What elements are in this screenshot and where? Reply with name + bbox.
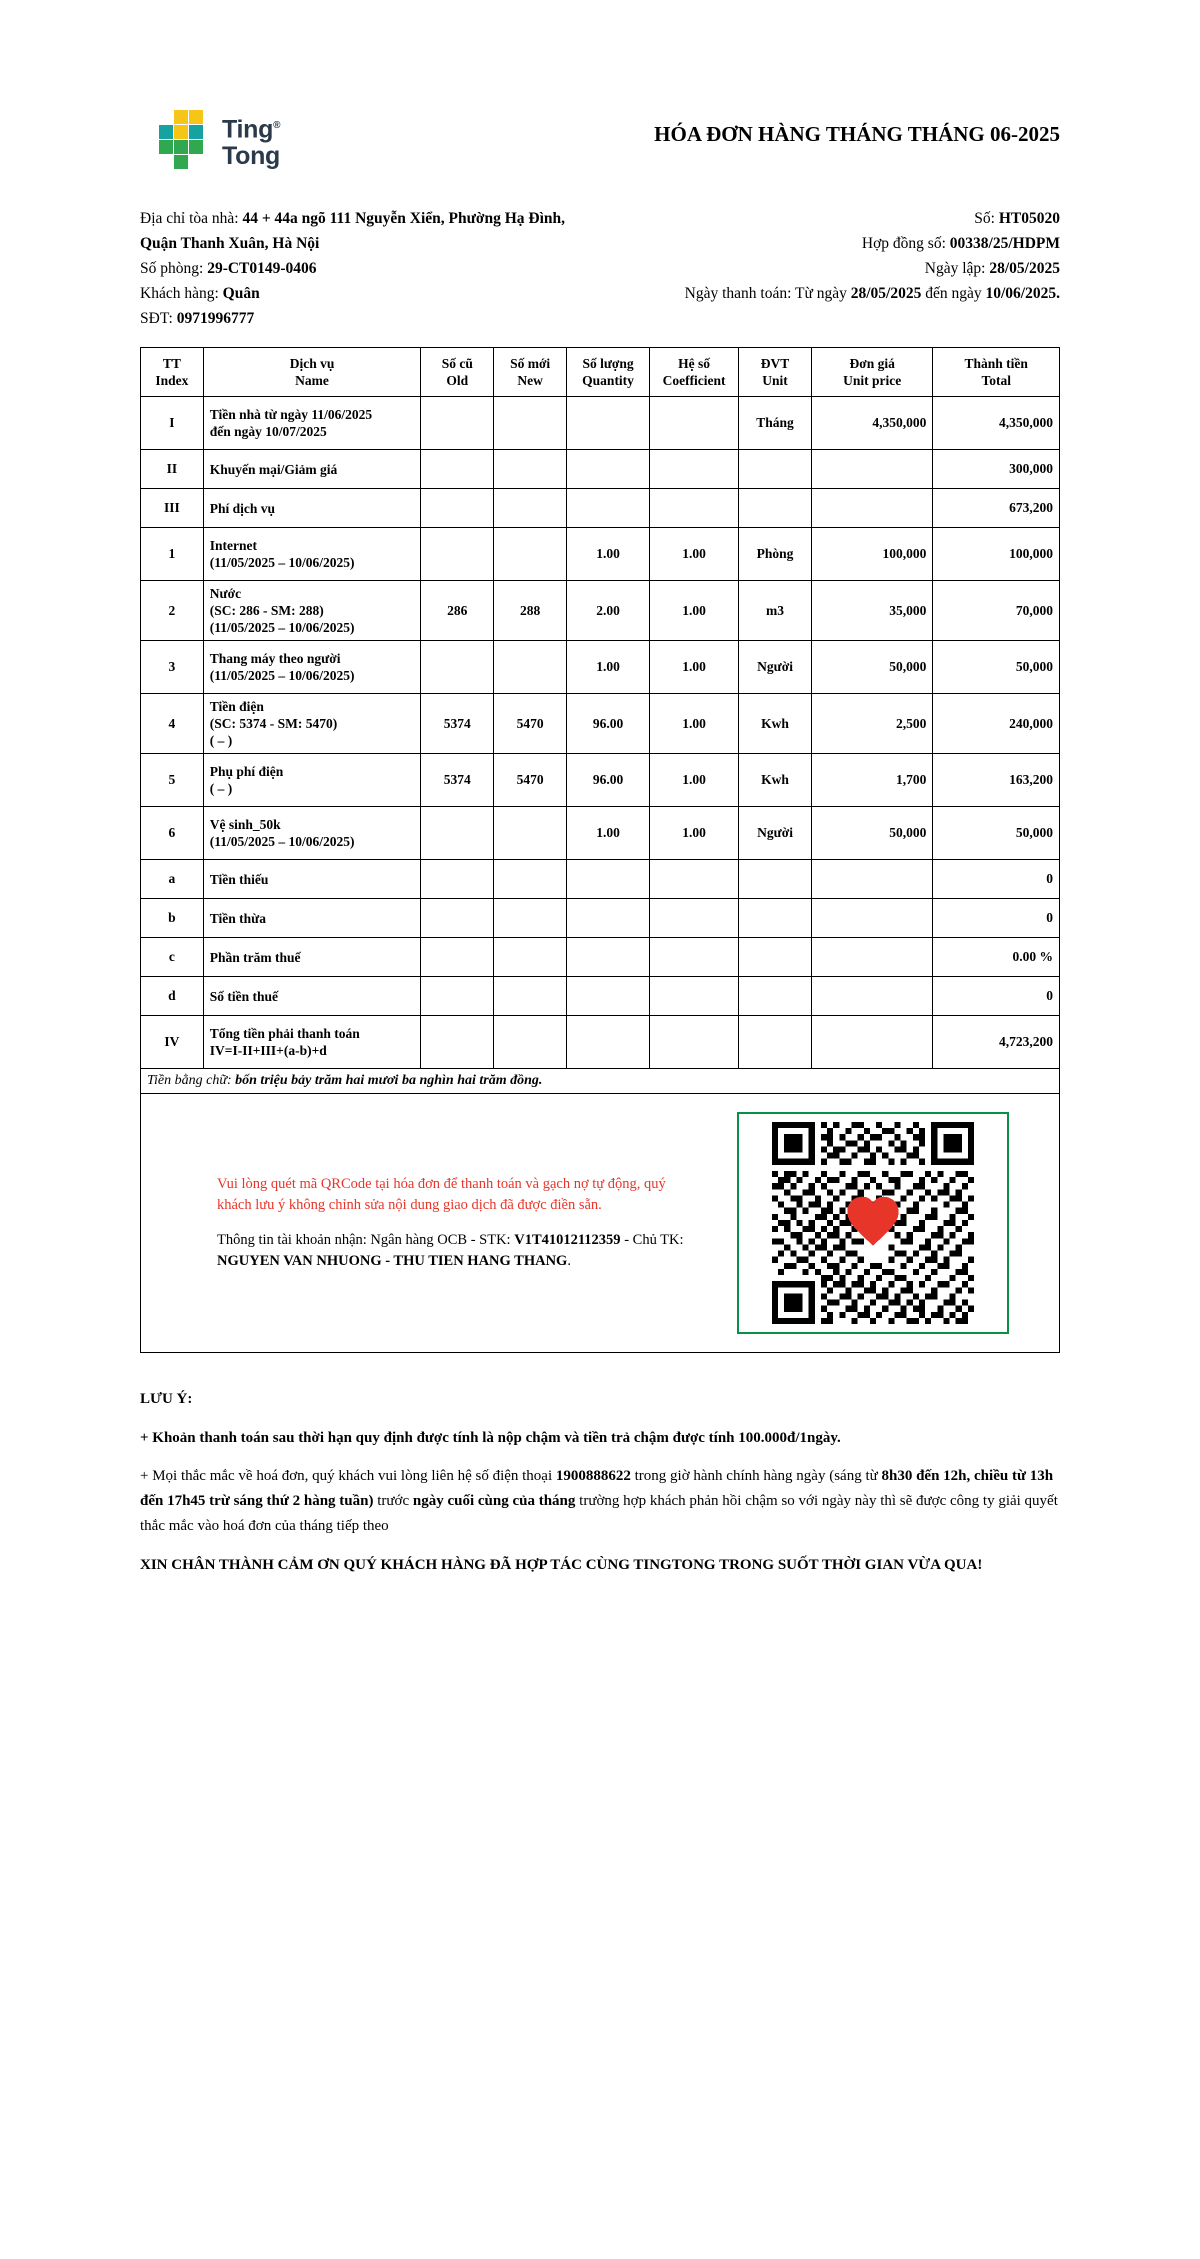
row-name-l2: đến ngày 10/07/2025 — [209, 424, 327, 439]
row-unit: Kwh — [739, 754, 812, 807]
col-total-l1: Thành tiền — [964, 356, 1028, 371]
col-old-l2: Old — [446, 373, 469, 388]
row-total: 300,000 — [933, 450, 1060, 489]
thank-you-message: XIN CHÂN THÀNH CẢM ƠN QUÝ KHÁCH HÀNG ĐÃ HỢP TÁC CÙNG TINGTONG TRONG SUỐT THỜI GIAN VỪA QUA! — [140, 1557, 983, 1573]
row-price: 1,700 — [811, 754, 932, 807]
table-row — [141, 860, 1060, 899]
row-old — [421, 641, 494, 694]
row-new — [494, 1016, 567, 1069]
row-new: 5470 — [494, 694, 567, 754]
col-index — [141, 348, 204, 397]
row-total: 0 — [933, 899, 1060, 938]
note2-part1: + Mọi thắc mắc về hoá đơn, quý khách vui lòng liên hệ số điện thoại — [140, 1468, 556, 1484]
row-name: Khuyến mại/Giảm giá — [203, 450, 421, 489]
col-name-l2: Name — [295, 373, 329, 388]
row-unit — [739, 489, 812, 528]
amount-in-words-value: bốn triệu bảy trăm hai mươi ba nghìn hai trăm đồng. — [235, 1073, 543, 1088]
created-value: 28/05/2025 — [989, 260, 1060, 277]
row-name-l2: (SC: 286 - SM: 288) — [209, 603, 324, 618]
row-unit: Người — [739, 807, 812, 860]
registered-mark: ® — [273, 120, 281, 132]
row-unit: Phòng — [739, 528, 812, 581]
row-coef: 1.00 — [650, 641, 739, 694]
qr-code-frame — [737, 1112, 1009, 1334]
qr-code-icon[interactable] — [747, 1122, 999, 1324]
brand-name-line2: Tong — [222, 141, 281, 170]
note-late-payment: + Khoản thanh toán sau thời hạn quy định được tính là nộp chậm và tiền trả chậm được tính 100.000đ/1ngày. — [140, 1430, 841, 1446]
row-old — [421, 397, 494, 450]
row-price: 50,000 — [811, 807, 932, 860]
created-label: Ngày lập: — [924, 260, 986, 277]
bank-account-number: V1T41012112359 — [514, 1232, 621, 1248]
row-name-l1: Tiền nhà từ ngày 11/06/2025 — [209, 407, 373, 422]
row-name-l2: (SC: 5374 - SM: 5470) — [209, 716, 338, 731]
row-name-l1: Phụ phí điện — [209, 764, 284, 779]
row-old — [421, 938, 494, 977]
note2-part3: trước — [373, 1493, 413, 1509]
col-index-l2: Index — [155, 373, 189, 388]
row-index: II — [141, 450, 204, 489]
row-name — [203, 1016, 421, 1069]
row-name-l2: (11/05/2025 – 10/06/2025) — [209, 555, 355, 570]
amount-in-words — [141, 1069, 1060, 1094]
amount-in-words-label: Tiền bằng chữ: — [147, 1073, 232, 1088]
row-unit: Người — [739, 641, 812, 694]
note2-part2: trong giờ hành chính hàng ngày (sáng từ — [630, 1468, 882, 1484]
row-unit: Tháng — [739, 397, 812, 450]
row-price: 35,000 — [811, 581, 932, 641]
customer-name — [140, 281, 260, 306]
row-total: 0 — [933, 977, 1060, 1016]
row-coef: 1.00 — [650, 754, 739, 807]
room-value: 29-CT0149-0406 — [207, 260, 317, 277]
col-total — [933, 348, 1060, 397]
row-coef — [650, 899, 739, 938]
col-price-l1: Đơn giá — [849, 356, 895, 371]
row-index: 5 — [141, 754, 204, 807]
row-old — [421, 528, 494, 581]
row-index: 1 — [141, 528, 204, 581]
building-address — [140, 206, 565, 231]
row-name-l3: ( – ) — [209, 733, 233, 748]
col-name-l1: Dịch vụ — [289, 356, 335, 371]
col-coef-l2: Coefficient — [662, 373, 726, 388]
payment-warning: Vui lòng quét mã QRCode tại hóa đơn để thanh toán và gạch nợ tự động, quý khách lưu ý không chỉnh sửa nội dung giao dịch đã được điền sẵn. — [217, 1176, 666, 1213]
row-qty: 1.00 — [567, 641, 650, 694]
created-date — [925, 256, 1060, 281]
table-row — [141, 528, 1060, 581]
row-old: 5374 — [421, 754, 494, 807]
invoice-meta — [140, 206, 1060, 331]
table-row — [141, 899, 1060, 938]
row-unit — [739, 860, 812, 899]
row-coef — [650, 977, 739, 1016]
row-qty — [567, 860, 650, 899]
row-name-l1: Thang máy theo người — [209, 651, 341, 666]
table-row — [141, 450, 1060, 489]
room-label: Số phòng: — [140, 260, 204, 277]
bank-info — [217, 1230, 693, 1272]
table-row — [141, 754, 1060, 807]
row-index: III — [141, 489, 204, 528]
brand-wordmark — [222, 113, 280, 168]
col-quantity — [567, 348, 650, 397]
row-name — [203, 754, 421, 807]
payment-to: 10/06/2025. — [985, 285, 1060, 302]
tingtong-logo-icon — [150, 110, 212, 172]
invoice-table — [140, 347, 1060, 1353]
row-price — [811, 899, 932, 938]
row-name: Số tiền thuế — [203, 977, 421, 1016]
support-hours: 8h30 đến 12h, chiều từ 13h đến 17h45 trừ sáng thứ 2 hàng tuần) — [140, 1468, 1054, 1509]
payment-mid: đến ngày — [925, 285, 982, 302]
col-unit-l1: ĐVT — [760, 356, 790, 371]
row-total: 163,200 — [933, 754, 1060, 807]
col-old-l1: Số cũ — [441, 356, 473, 371]
row-new — [494, 977, 567, 1016]
contract-value: 00338/25/HDPM — [949, 235, 1060, 252]
row-index: a — [141, 860, 204, 899]
notes-title: LƯU Ý: — [140, 1391, 193, 1407]
note2-part4: trường hợp khách phản hồi chậm so với ngày này thì sẽ được công ty giải quyết thắc mắc vào hoá đơn của tháng tiếp theo — [140, 1493, 1058, 1534]
row-index: b — [141, 899, 204, 938]
col-new — [494, 348, 567, 397]
row-new: 5470 — [494, 754, 567, 807]
row-unit — [739, 450, 812, 489]
row-coef — [650, 938, 739, 977]
row-name — [203, 528, 421, 581]
address-label: Địa chỉ tòa nhà: — [140, 210, 239, 227]
address-value-line1: 44 + 44a ngõ 111 Nguyễn Xiển, Phường Hạ Đình, — [242, 210, 566, 227]
col-unit-l2: Unit — [762, 373, 788, 388]
row-total: 50,000 — [933, 641, 1060, 694]
bank-account-owner: NGUYEN VAN NHUONG - THU TIEN HANG THANG — [217, 1253, 568, 1269]
row-qty: 2.00 — [567, 581, 650, 641]
row-price — [811, 977, 932, 1016]
row-qty — [567, 450, 650, 489]
row-index: I — [141, 397, 204, 450]
row-coef — [650, 860, 739, 899]
row-name-l1: Vệ sinh_50k — [209, 817, 281, 832]
grand-total-value: 4,723,200 — [933, 1016, 1060, 1069]
row-name-l2: (11/05/2025 – 10/06/2025) — [209, 834, 355, 849]
customer-label: Khách hàng: — [140, 285, 219, 302]
bank-suffix: . — [567, 1253, 571, 1269]
row-coef — [650, 489, 739, 528]
table-body — [141, 397, 1060, 1353]
row-price — [811, 489, 932, 528]
col-qty-l2: Quantity — [582, 373, 634, 388]
row-price — [811, 860, 932, 899]
note-support — [140, 1464, 1060, 1539]
contract-number — [862, 231, 1060, 256]
row-qty: 1.00 — [567, 528, 650, 581]
table-row — [141, 807, 1060, 860]
row-new — [494, 899, 567, 938]
brand-name-line1: Ting — [222, 115, 274, 144]
row-index: 4 — [141, 694, 204, 754]
col-name — [203, 348, 421, 397]
table-row — [141, 581, 1060, 641]
row-new — [494, 397, 567, 450]
row-old — [421, 899, 494, 938]
row-qty: 1.00 — [567, 807, 650, 860]
invoice-no-value: HT05020 — [998, 210, 1060, 227]
invoice-number — [974, 206, 1060, 231]
row-index: d — [141, 977, 204, 1016]
row-new — [494, 938, 567, 977]
payment-from: 28/05/2025 — [850, 285, 922, 302]
row-unit: Kwh — [739, 694, 812, 754]
row-qty — [567, 489, 650, 528]
bank-prefix: Thông tin tài khoản nhận: Ngân hàng OCB - STK: — [217, 1232, 511, 1248]
row-name-l1: Nước — [209, 586, 242, 601]
row-new — [494, 641, 567, 694]
row-unit — [739, 977, 812, 1016]
invoice-header — [140, 110, 1060, 172]
row-name — [203, 641, 421, 694]
row-name-l1: Internet — [209, 538, 257, 553]
row-old — [421, 1016, 494, 1069]
row-name: Tiền thừa — [203, 899, 421, 938]
col-price-l2: Unit price — [843, 373, 902, 388]
row-index: 3 — [141, 641, 204, 694]
qr-code-container — [713, 1102, 1053, 1344]
row-old — [421, 860, 494, 899]
row-qty: 96.00 — [567, 694, 650, 754]
row-name — [203, 581, 421, 641]
row-coef: 1.00 — [650, 528, 739, 581]
col-unit — [739, 348, 812, 397]
row-qty: 96.00 — [567, 754, 650, 807]
row-price — [811, 938, 932, 977]
table-row — [141, 938, 1060, 977]
payment-date-label: Ngày thanh toán: Từ ngày — [684, 285, 847, 302]
row-coef — [650, 397, 739, 450]
row-new — [494, 450, 567, 489]
row-total: 70,000 — [933, 581, 1060, 641]
row-index: 2 — [141, 581, 204, 641]
address-value-line2: Quận Thanh Xuân, Hà Nội — [140, 235, 320, 252]
col-new-l1: Số mới — [510, 356, 551, 371]
row-coef: 1.00 — [650, 581, 739, 641]
payment-period — [685, 281, 1060, 306]
row-name: Phí dịch vụ — [203, 489, 421, 528]
brand-logo — [140, 110, 280, 172]
row-total: 100,000 — [933, 528, 1060, 581]
col-new-l2: New — [517, 373, 543, 388]
row-price — [811, 450, 932, 489]
customer-value: Quân — [222, 285, 260, 302]
row-price: 4,350,000 — [811, 397, 932, 450]
col-coefficient — [650, 348, 739, 397]
row-name — [203, 397, 421, 450]
invoice-no-label: Số: — [974, 210, 995, 227]
row-old: 5374 — [421, 694, 494, 754]
row-name-l2: IV=I-II+III+(a-b)+d — [209, 1043, 327, 1058]
bank-mid: - Chủ TK: — [624, 1232, 684, 1248]
table-row — [141, 641, 1060, 694]
table-row — [141, 694, 1060, 754]
row-index: 6 — [141, 807, 204, 860]
row-qty — [567, 397, 650, 450]
footer-notes — [140, 1387, 1060, 1578]
row-total: 0 — [933, 860, 1060, 899]
row-unit — [739, 1016, 812, 1069]
table-row — [141, 489, 1060, 528]
row-old — [421, 807, 494, 860]
row-name: Phần trăm thuế — [203, 938, 421, 977]
row-name — [203, 694, 421, 754]
row-total: 4,350,000 — [933, 397, 1060, 450]
row-old — [421, 489, 494, 528]
customer-phone — [140, 306, 254, 331]
row-price: 100,000 — [811, 528, 932, 581]
page-title: HÓA ĐƠN HÀNG THÁNG THÁNG 06-2025 — [654, 122, 1060, 146]
row-unit: m3 — [739, 581, 812, 641]
row-price: 2,500 — [811, 694, 932, 754]
row-name-l3: (11/05/2025 – 10/06/2025) — [209, 620, 355, 635]
row-coef: 1.00 — [650, 694, 739, 754]
row-total: 0.00 % — [933, 938, 1060, 977]
deadline-text: ngày cuối cùng của tháng — [412, 1493, 576, 1509]
col-unit-price — [811, 348, 932, 397]
row-qty — [567, 899, 650, 938]
col-coef-l1: Hệ số — [678, 356, 711, 371]
col-total-l2: Total — [981, 373, 1011, 388]
col-old — [421, 348, 494, 397]
row-coef: 1.00 — [650, 807, 739, 860]
support-phone: 1900888622 — [555, 1468, 631, 1484]
row-coef — [650, 450, 739, 489]
row-new — [494, 489, 567, 528]
contract-label: Hợp đồng số: — [861, 235, 946, 252]
row-unit — [739, 899, 812, 938]
row-qty — [567, 1016, 650, 1069]
row-price: 50,000 — [811, 641, 932, 694]
row-name-l2: ( – ) — [209, 781, 233, 796]
row-index: c — [141, 938, 204, 977]
row-total: 673,200 — [933, 489, 1060, 528]
table-header-row — [141, 348, 1060, 397]
table-row — [141, 397, 1060, 450]
amount-in-words-row — [141, 1069, 1060, 1094]
row-old — [421, 450, 494, 489]
row-new — [494, 528, 567, 581]
col-qty-l1: Số lượng — [582, 356, 634, 371]
row-name-l1: Tiền điện — [209, 699, 264, 714]
row-name-l1: Tổng tiền phải thanh toán — [209, 1026, 360, 1041]
row-old: 286 — [421, 581, 494, 641]
phone-value: 0971996777 — [176, 310, 255, 327]
row-unit — [739, 938, 812, 977]
phone-label: SĐT: — [140, 310, 173, 327]
row-total: 50,000 — [933, 807, 1060, 860]
payment-instructions — [147, 1156, 713, 1290]
payment-row — [141, 1094, 1060, 1353]
row-index: IV — [141, 1016, 204, 1069]
row-new — [494, 860, 567, 899]
row-name: Tiền thiếu — [203, 860, 421, 899]
row-name-l2: (11/05/2025 – 10/06/2025) — [209, 668, 355, 683]
row-price — [811, 1016, 932, 1069]
row-qty — [567, 977, 650, 1016]
row-old — [421, 977, 494, 1016]
row-new — [494, 807, 567, 860]
table-row-grand-total — [141, 1016, 1060, 1069]
col-index-l1: TT — [162, 356, 181, 371]
table-row — [141, 977, 1060, 1016]
row-name — [203, 807, 421, 860]
row-qty — [567, 938, 650, 977]
room-number — [140, 256, 317, 281]
row-total: 240,000 — [933, 694, 1060, 754]
row-coef — [650, 1016, 739, 1069]
row-new: 288 — [494, 581, 567, 641]
